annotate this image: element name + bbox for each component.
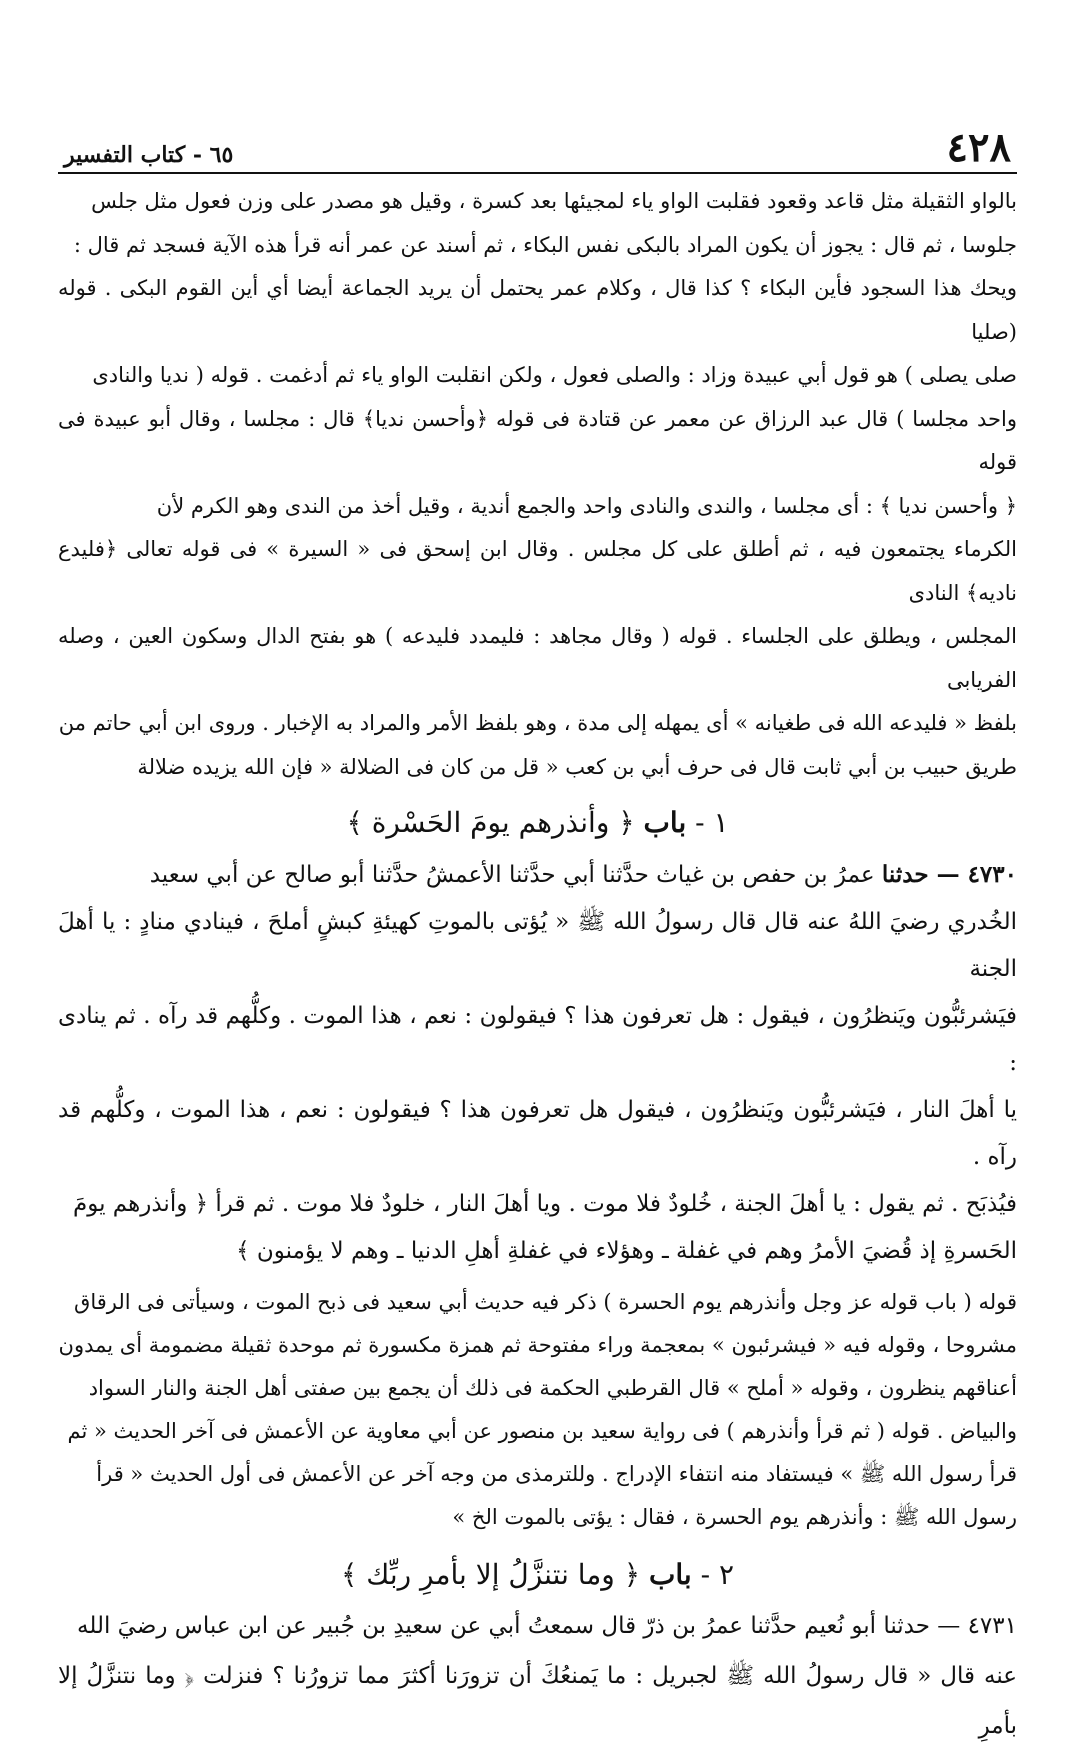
commentary-line: رسول الله ﷺ : وأنذرهم يوم الحسرة ، فقال : يؤتى بالموت الخ »: [452, 1505, 1017, 1529]
hadith-text: أبو نُعيم حدَّثنا عمرُ بن ذرّ قال سمعتُ أبي عن سعيدِ بن جُبير عن ابن عباس رضيَ الله: [77, 1613, 876, 1639]
hadith-number-lead: ٤٧٣١ — حدثنا: [883, 1613, 1017, 1639]
hadith-line: عنه قال « قال رسولُ الله ﷺ لجبريل : ما يَمنعُكَ أن تزورَنا أكثرَ مما تزورُنا ؟ فنزلت ﴿ وما نتنزَّلُ إلا بأمرِ: [58, 1663, 1017, 1739]
commentary-block-2: [58, 1281, 1017, 1539]
chapter-number: ١ -: [695, 806, 729, 839]
chapter-heading-2: [58, 1555, 1017, 1595]
commentary-line: ويحك هذا السجود فأين البكاء ؟ كذا قال ، وكلام عمر يحتمل أن يريد الجماعة أيضا أي أين القوم البكى . قوله (صليا: [58, 276, 1017, 344]
commentary-line: واحد مجلسا ) قال عبد الرزاق عن معمر عن قتادة فى قوله ﴿وأحسن نديا﴾ قال : مجلسا ، وقال أبو عبيدة فى قوله: [58, 406, 1017, 474]
commentary-line: الكرماء يجتمعون فيه ، ثم أطلق على كل مجلس . وقال ابن إسحق فى « السيرة » فى قوله تعالى ﴿فليدع ناديه﴾ النادى: [58, 537, 1017, 605]
page-number: ٤٢٨: [946, 124, 1011, 171]
hadith-line: فيَشرئبُّون ويَنظرُون ، فيقول : هل تعرفون هذا ؟ فيقولون : نعم ، هذا الموت . وكلُّهم قد رآه . ثم ينادى :: [58, 1003, 1018, 1076]
commentary-line: المجلس ، ويطلق على الجلساء . قوله ( وقال مجاهد : فليمدد فليدعه ) هو بفتح الدال وسكون العين ، وصله الفريابى: [58, 624, 1017, 692]
commentary-line: طريق حبيب بن أبي ثابت قال فى حرف أبي بن كعب « قل من كان فى الضلالة « فإن الله يزيده ضلالة: [137, 754, 1017, 779]
commentary-block-1: [58, 180, 1017, 789]
commentary-line: بلفظ « فليدعه الله فى طغيانه » أى يمهله إلى مدة ، وهو بلفظ الأمر والمراد به الإخبار . وروى ابن أبي حاتم من: [58, 711, 1017, 735]
hadith-line: يا أهلَ النار ، فيَشرئبُّون ويَنظرُون ، فيقول هل تعرفون هذا ؟ فيقولون : نعم ، هذا الموت ، وكلُّهم قد رآه .: [58, 1097, 1017, 1170]
hadith-4731: [58, 1601, 1017, 1751]
commentary-line: أعناقهم ينظرون ، وقوله « أملح » قال القرطبي الحكمة فى ذلك أن يجمع بين صفتى أهل الجنة والنار السواد: [88, 1376, 1017, 1400]
chapter-bab-word: باب: [643, 806, 687, 839]
commentary-line: مشروحا ، وقوله فيه « فيشرئبون » بمعجمة وراء مفتوحة ثم همزة مكسورة ثم موحدة ثقيلة مضمومة أى يمدون: [58, 1333, 1017, 1357]
chapter-title: ﴿ وأنذرهم يومَ الحَسْرة ﴾: [346, 806, 635, 839]
chapter-heading-1: [58, 803, 1017, 843]
hadith-line: فيُذبَح . ثم يقول : يا أهلَ الجنة ، خُلودٌ فلا موت . ويا أهلَ النار ، خلودٌ فلا موت . ثم قرأ ﴿ وأنذرهم يومَ: [72, 1191, 1017, 1217]
commentary-line: ﴿ وأحسن نديا ﴾ : أى مجلسا ، والندى والنادى واحد والجمع أندية ، وقيل أخذ من الندى وهو الكرم لأن: [156, 493, 1017, 518]
chapter-title: ﴿ وما نتنزَّلُ إلا بأمرِ ربِّك ﴾: [340, 1558, 641, 1591]
page-header: [58, 120, 1017, 174]
chapter-bab-word: باب: [649, 1558, 692, 1591]
hadith-line: [58, 1601, 1017, 1651]
commentary-line: بالواو الثقيلة مثل قاعد وقعود فقلبت الواو ياء لمجيئها بعد كسرة ، وقيل هو مصدر على وزن فعول مثل جلس: [91, 189, 1017, 213]
hadith-line: الحَسرةِ إذ قُضيَ الأمرُ وهم في غفلة ـ وهؤلاء في غفلةِ أهلِ الدنيا ـ وهم لا يؤمنون ﴾: [236, 1238, 1017, 1264]
hadith-line: الخُدري رضيَ اللهُ عنه قال قال رسولُ الله ﷺ « يُؤتى بالموتِ كهيئةِ كبشٍ أملحَ ، فينادي منادٍ : يا أهلَ الجنة: [58, 909, 1017, 982]
hadith-text: عمرُ بن حفص بن غياث حدَّثنا أبي حدَّثنا الأعمشُ حدَّثنا أبو صالح عن أبي سعيد: [149, 862, 875, 888]
commentary-line: صلى يصلى ) هو قول أبي عبيدة وزاد : والصلى فعول ، ولكن انقلبت الواو ياء ثم أدغمت . قوله ( نديا والنادى: [92, 363, 1017, 387]
hadith-line: [58, 851, 1017, 899]
hadith-4730: [58, 851, 1017, 1275]
commentary-line: والبياض . قوله ( ثم قرأ وأنذرهم ) فى رواية سعيد بن منصور عن أبي معاوية عن الأعمش فى آخر الحديث « ثم: [67, 1419, 1017, 1443]
hadith-number-lead: ٤٧٣٠ — حدثنا: [881, 861, 1017, 888]
commentary-line: جلوسا ، ثم قال : يجوز أن يكون المراد بالبكى نفس البكاء ، ثم أسند عن عمر أنه قرأ هذه الآية فسجد ثم قال :: [73, 232, 1017, 257]
commentary-line: قرأ رسول الله ﷺ » فيستفاد منه انتفاء الإدراج . وللترمذى من وجه آخر عن الأعمش فى أول الحديث « قرأ: [96, 1462, 1017, 1486]
running-title: ٦٥ - كتاب التفسير: [64, 142, 234, 168]
chapter-number: ٢ -: [700, 1558, 735, 1591]
commentary-line: قوله ( باب قوله عز وجل وأنذرهم يوم الحسرة ) ذكر فيه حديث أبي سعيد فى ذبح الموت ، وسيأتى فى الرقاق: [74, 1290, 1017, 1314]
